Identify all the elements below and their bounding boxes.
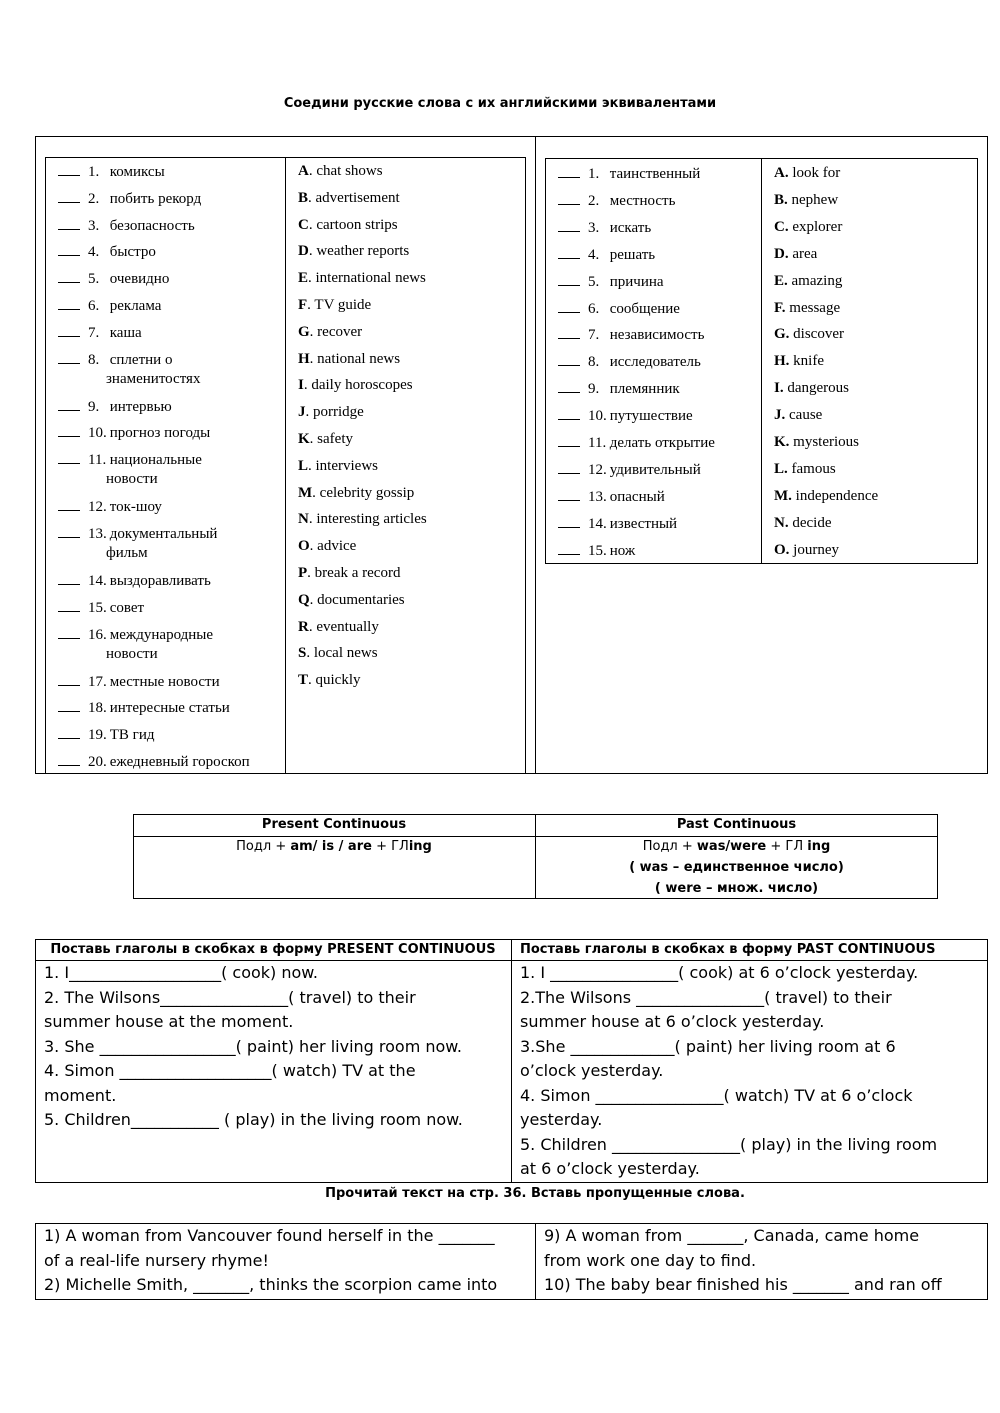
match-item xyxy=(58,496,162,517)
option-letter: A xyxy=(298,163,309,179)
answer-blank[interactable] xyxy=(558,459,580,474)
answer-blank[interactable] xyxy=(58,188,80,203)
match-item xyxy=(558,163,700,184)
item-text-continued: фильм xyxy=(106,545,148,561)
option-text: . safety xyxy=(309,431,353,447)
item-text: международные xyxy=(109,626,214,643)
option-letter: L. xyxy=(774,460,788,477)
item-text: причина xyxy=(609,273,664,290)
option-text: . celebrity gossip xyxy=(312,484,415,501)
item-number: 10. xyxy=(588,408,607,425)
item-number: 7. xyxy=(88,324,100,341)
item-text: национальные xyxy=(109,452,202,469)
item-text: каша xyxy=(109,324,142,341)
option-text: independence xyxy=(795,487,879,504)
answer-blank[interactable] xyxy=(558,324,580,339)
option-item xyxy=(298,161,383,181)
exercise-line: 3.She _____________( paint) her living room at 6 xyxy=(520,1036,896,1056)
item-number: 20. xyxy=(88,754,107,770)
present-exercise-header: Поставь глаголы в скобках в форму PRESENT CONTINUOUS xyxy=(50,942,496,957)
reading-left-body xyxy=(44,1224,532,1298)
option-text: . break a record xyxy=(307,565,401,581)
item-text: исследователь xyxy=(609,354,701,371)
match-item xyxy=(58,724,154,745)
item-text: ток-шоу xyxy=(109,499,162,516)
option-text: dangerous xyxy=(787,380,849,397)
match-item xyxy=(58,349,172,370)
exercise-line: 3. She _________________( paint) her living room now. xyxy=(44,1036,462,1056)
option-text: area xyxy=(792,245,818,262)
item-text: реклама xyxy=(109,298,162,314)
item-text: быстро xyxy=(109,244,156,261)
answer-blank[interactable] xyxy=(58,449,80,464)
present-exercise-body xyxy=(44,961,509,1133)
match-item xyxy=(58,422,210,443)
item-text: местность xyxy=(609,192,676,209)
option-letter: G xyxy=(298,323,310,340)
item-text: выздоравливать xyxy=(109,573,211,589)
option-item xyxy=(298,563,400,583)
option-letter: K. xyxy=(774,434,790,450)
match-item xyxy=(558,190,675,211)
match-item xyxy=(58,597,144,618)
option-letter: H. xyxy=(774,353,790,370)
exercise-line: o’clock yesterday. xyxy=(520,1061,664,1080)
answer-blank[interactable] xyxy=(558,486,580,501)
match-item xyxy=(558,486,665,507)
option-text: message xyxy=(789,299,841,316)
option-text: explorer xyxy=(792,218,843,235)
item-number: 1. xyxy=(88,164,100,180)
option-item xyxy=(774,217,842,237)
exercise-line: 1. I ________________( cook) at 6 o’clock yesterday. xyxy=(520,963,919,982)
item-text: местные новости xyxy=(109,673,220,690)
option-text: . international news xyxy=(308,270,426,287)
item-text: путушествие xyxy=(609,408,693,425)
option-letter: F. xyxy=(774,299,786,316)
option-letter: M xyxy=(298,484,313,501)
reading-line: from work one day to find. xyxy=(544,1250,757,1270)
match-item xyxy=(558,432,715,453)
item-text: побить рекорд xyxy=(109,190,202,207)
option-letter: O xyxy=(298,538,310,555)
answer-blank[interactable] xyxy=(558,217,580,232)
exercise-line: summer house at the moment. xyxy=(44,1012,294,1031)
answer-blank[interactable] xyxy=(58,422,80,437)
option-item xyxy=(298,643,378,663)
option-letter: I. xyxy=(774,380,784,397)
option-letter: N xyxy=(298,511,309,528)
item-number: 17. xyxy=(88,673,107,690)
option-letter: L xyxy=(298,457,309,474)
option-text: famous xyxy=(791,460,836,477)
item-text: прогноз погоды xyxy=(109,425,211,442)
answer-blank[interactable] xyxy=(58,241,80,256)
answer-blank[interactable] xyxy=(58,671,80,686)
option-item xyxy=(298,536,356,556)
item-number: 8. xyxy=(588,354,600,371)
match-item xyxy=(58,697,230,718)
item-text: очевидно xyxy=(109,271,170,288)
item-number: 18. xyxy=(88,700,107,717)
matching-table-2-divider xyxy=(761,158,762,564)
option-item xyxy=(774,298,840,318)
item-number: 6. xyxy=(588,300,600,317)
option-letter: B. xyxy=(774,191,788,208)
match-item xyxy=(558,217,651,238)
reading-line: 2) Michelle Smith, _______, thinks the scorpion came into xyxy=(44,1275,498,1294)
exercise-line: 1. I___________________( cook) now. xyxy=(44,963,318,982)
option-item xyxy=(298,349,400,369)
page-title: Соедини русские слова с их английскими эквивалентами xyxy=(283,96,717,111)
match-item xyxy=(558,513,677,534)
past-note-plural: ( were – множ. число) xyxy=(654,881,819,896)
match-item xyxy=(558,271,664,292)
exercise-line: 5. Children___________ ( play) in the living room now. xyxy=(44,1110,463,1129)
answer-blank[interactable] xyxy=(558,298,580,313)
option-text: cause xyxy=(789,407,823,424)
past-continuous-header: Past Continuous xyxy=(676,817,797,832)
item-number: 4. xyxy=(588,246,600,263)
option-item xyxy=(298,617,379,637)
option-letter: T xyxy=(298,672,309,689)
option-item xyxy=(774,459,836,479)
option-text: . eventually xyxy=(308,618,379,635)
item-text: опасный xyxy=(609,488,665,505)
option-letter: P xyxy=(298,565,308,581)
match-item xyxy=(558,405,693,426)
match-item xyxy=(58,449,202,470)
option-item xyxy=(298,322,362,342)
item-text: нож xyxy=(609,542,636,559)
exercise-line: 5. Children ________________( play) in the living room xyxy=(520,1134,938,1154)
reading-line: 9) A woman from _______, Canada, came home xyxy=(544,1226,920,1245)
reading-line: 10) The baby bear finished his _______ and ran off xyxy=(544,1275,942,1294)
item-text: безопасность xyxy=(109,217,195,234)
formula-ending: ing xyxy=(807,839,831,854)
answer-blank[interactable] xyxy=(58,523,80,538)
option-item xyxy=(298,375,413,395)
answer-blank[interactable] xyxy=(558,378,580,393)
item-number: 12. xyxy=(588,461,607,478)
item-number: 2. xyxy=(88,190,100,207)
match-item xyxy=(58,751,250,772)
exercise-divider xyxy=(511,939,512,1183)
match-item xyxy=(58,241,156,262)
match-item xyxy=(58,161,165,182)
answer-blank[interactable] xyxy=(558,163,580,178)
item-number: 6. xyxy=(88,298,100,314)
exercise-line: yesterday. xyxy=(520,1110,603,1129)
matching-table-1-divider xyxy=(285,157,286,774)
match-item xyxy=(58,624,213,645)
option-letter: O. xyxy=(774,541,790,558)
option-item xyxy=(298,590,405,610)
answer-blank[interactable] xyxy=(58,697,80,712)
match-item xyxy=(58,215,195,236)
answer-blank[interactable] xyxy=(58,215,80,230)
item-number: 8. xyxy=(88,351,100,368)
formula-part: + ГЛ xyxy=(766,839,808,854)
option-text: nephew xyxy=(791,191,839,208)
item-text: сообщение xyxy=(609,300,680,317)
option-letter: N. xyxy=(774,514,789,531)
formula-aux: am/ is / are xyxy=(290,839,372,854)
item-number: 13. xyxy=(88,526,107,542)
reading-line: of a real-life nursery rhyme! xyxy=(44,1250,269,1270)
answer-blank[interactable] xyxy=(58,597,80,612)
answer-blank[interactable] xyxy=(58,724,80,739)
exercise-line: moment. xyxy=(44,1085,117,1105)
option-letter: I xyxy=(298,377,304,394)
formula-aux: was/were xyxy=(696,839,767,854)
option-letter: B xyxy=(298,189,309,206)
option-item xyxy=(298,509,427,529)
reading-right-body xyxy=(544,1224,984,1298)
option-letter: G. xyxy=(774,326,790,343)
option-item xyxy=(298,188,400,208)
item-text: ежедневный гороскоп xyxy=(109,754,250,770)
answer-blank[interactable] xyxy=(558,432,580,447)
option-text: . interesting articles xyxy=(308,511,427,528)
option-item xyxy=(774,432,859,452)
answer-blank[interactable] xyxy=(58,496,80,511)
option-letter: F xyxy=(298,297,308,313)
option-item xyxy=(774,486,878,506)
exercise-line: summer house at 6 o’clock yesterday. xyxy=(520,1012,825,1031)
item-number: 16. xyxy=(88,626,107,643)
item-text: интервью xyxy=(109,398,172,415)
option-item xyxy=(774,324,844,344)
answer-blank[interactable] xyxy=(58,349,80,364)
answer-blank[interactable] xyxy=(558,271,580,286)
option-text: . porridge xyxy=(305,404,364,421)
match-item xyxy=(558,244,655,265)
match-item xyxy=(58,570,211,591)
item-number: 15. xyxy=(588,542,607,559)
option-text: . documentaries xyxy=(309,591,405,608)
item-number: 11. xyxy=(88,452,107,469)
answer-blank[interactable] xyxy=(558,190,580,205)
match-item xyxy=(58,396,172,417)
option-text: discover xyxy=(793,326,844,343)
option-item xyxy=(774,163,840,183)
match-item xyxy=(58,671,220,692)
present-continuous-header: Present Continuous xyxy=(261,817,407,832)
option-item xyxy=(298,483,414,503)
match-item xyxy=(558,324,704,345)
present-formula xyxy=(133,836,535,857)
item-number: 5. xyxy=(588,273,600,290)
option-text: . interviews xyxy=(308,457,378,474)
answer-blank[interactable] xyxy=(58,570,80,585)
exercise-line: at 6 o’clock yesterday. xyxy=(520,1159,700,1178)
option-text: . weather reports xyxy=(308,243,410,260)
option-letter: D. xyxy=(774,245,789,262)
formula-part: Подл + xyxy=(642,839,697,854)
option-text: look for xyxy=(792,165,841,181)
option-letter: S xyxy=(298,645,307,662)
item-number: 1. xyxy=(588,166,600,182)
item-number: 5. xyxy=(88,271,100,288)
item-text: интересные статьи xyxy=(109,700,230,717)
option-item xyxy=(774,405,822,425)
match-item xyxy=(558,459,701,480)
frame-divider xyxy=(535,136,536,774)
option-letter: D xyxy=(298,243,309,260)
item-number: 15. xyxy=(88,599,107,616)
option-item xyxy=(298,215,398,235)
option-item xyxy=(298,268,426,288)
answer-blank[interactable] xyxy=(558,513,580,528)
formula-part: + ГЛ xyxy=(371,839,409,854)
answer-blank[interactable] xyxy=(58,268,80,283)
option-item xyxy=(774,540,839,560)
item-number: 11. xyxy=(588,435,607,451)
option-text: . chat shows xyxy=(308,163,383,179)
item-text: племянник xyxy=(609,381,680,398)
option-text: . TV guide xyxy=(307,297,372,313)
option-item xyxy=(298,241,409,261)
past-formula-line xyxy=(535,836,938,857)
option-text: . advertisement xyxy=(308,189,400,206)
option-text: . daily horoscopes xyxy=(303,377,413,394)
past-exercise-body xyxy=(520,961,985,1182)
past-note-singular: ( was – единственное число) xyxy=(629,860,844,875)
option-text: . recover xyxy=(309,323,363,340)
answer-blank[interactable] xyxy=(58,322,80,337)
item-text: таинственный xyxy=(609,166,701,182)
match-item xyxy=(58,188,201,209)
formula-ending: ing xyxy=(408,839,432,854)
item-number: 9. xyxy=(88,398,100,415)
option-letter: J xyxy=(298,404,306,421)
option-letter: E xyxy=(298,270,309,287)
match-item xyxy=(58,268,169,289)
option-item xyxy=(298,295,371,315)
answer-blank[interactable] xyxy=(558,540,580,555)
option-letter: K xyxy=(298,431,310,447)
item-number: 3. xyxy=(88,217,100,234)
exercise-line: 4. Simon ________________( watch) TV at 6 o’clock xyxy=(520,1085,913,1105)
option-text: . quickly xyxy=(308,672,361,689)
reading-line: 1) A woman from Vancouver found herself in the _______ xyxy=(44,1226,495,1245)
item-text-continued: знаменитостях xyxy=(106,370,201,387)
item-text: совет xyxy=(109,599,145,616)
reading-instruction: Прочитай текст на стр. 36. Вставь пропущенные слова. xyxy=(325,1186,745,1201)
option-letter: M. xyxy=(774,487,792,504)
match-item xyxy=(558,378,680,399)
option-letter: J. xyxy=(774,407,786,424)
item-text: сплетни о xyxy=(109,351,173,368)
match-item xyxy=(558,351,701,372)
option-text: knife xyxy=(793,353,824,370)
option-item xyxy=(774,244,817,264)
item-number: 2. xyxy=(588,192,600,209)
answer-blank[interactable] xyxy=(58,396,80,411)
answer-blank[interactable] xyxy=(558,244,580,259)
answer-blank[interactable] xyxy=(58,624,80,639)
exercise-line: 2.The Wilsons ________________( travel) to their xyxy=(520,987,892,1007)
exercise-line: 2. The Wilsons________________( travel) to their xyxy=(44,987,416,1007)
option-letter: R xyxy=(298,618,309,635)
item-number: 4. xyxy=(88,244,100,261)
item-text: документальный xyxy=(109,526,218,542)
option-text: . local news xyxy=(306,645,378,662)
option-item xyxy=(298,429,353,449)
item-number: 3. xyxy=(588,219,600,236)
item-text: делать открытие xyxy=(609,435,715,451)
item-text-continued: новости xyxy=(106,471,158,488)
item-text: удивительный xyxy=(609,461,701,478)
option-item xyxy=(774,271,842,291)
option-letter: A. xyxy=(774,165,789,181)
past-exercise-header: Поставь глаголы в скобках в форму PAST CONTINUOUS xyxy=(520,942,936,957)
past-formula xyxy=(535,836,938,899)
item-number: 14. xyxy=(88,573,107,589)
answer-blank[interactable] xyxy=(58,161,80,176)
option-text: mysterious xyxy=(793,434,860,450)
answer-blank[interactable] xyxy=(558,405,580,420)
option-letter: C. xyxy=(774,218,789,235)
answer-blank[interactable] xyxy=(558,351,580,366)
option-item xyxy=(774,190,838,210)
item-text: комиксы xyxy=(109,164,165,180)
item-number: 10. xyxy=(88,425,107,442)
option-item xyxy=(298,670,361,690)
option-item xyxy=(774,513,831,533)
option-text: journey xyxy=(793,541,839,558)
option-text: . national news xyxy=(309,350,401,367)
answer-blank[interactable] xyxy=(58,751,80,766)
item-text: известный xyxy=(609,515,678,532)
formula-part: Подл + xyxy=(236,839,291,854)
option-item xyxy=(774,378,849,398)
option-text: . cartoon strips xyxy=(308,216,398,233)
match-item xyxy=(58,322,142,343)
answer-blank[interactable] xyxy=(58,295,80,310)
item-number: 19. xyxy=(88,727,107,744)
item-number: 12. xyxy=(88,499,107,516)
item-text: ТВ гид xyxy=(109,727,155,744)
item-text: искать xyxy=(609,219,652,236)
option-letter: E. xyxy=(774,272,788,289)
item-text: решать xyxy=(609,246,656,263)
item-number: 9. xyxy=(588,381,600,398)
exercise-line: 4. Simon ___________________( watch) TV at the xyxy=(44,1061,416,1080)
option-text: amazing xyxy=(791,272,843,289)
item-number: 7. xyxy=(588,327,600,344)
option-item xyxy=(298,402,364,422)
item-number: 13. xyxy=(588,488,607,505)
match-item xyxy=(558,540,635,561)
match-item xyxy=(58,295,161,316)
option-letter: C xyxy=(298,216,309,233)
option-text: . advice xyxy=(309,538,357,555)
item-text: независимость xyxy=(609,327,705,344)
item-number: 14. xyxy=(588,515,607,532)
option-item xyxy=(774,351,824,371)
match-item xyxy=(58,523,217,544)
option-text: decide xyxy=(792,514,832,531)
item-text-continued: новости xyxy=(106,645,158,662)
option-item xyxy=(298,456,378,476)
option-letter: H xyxy=(298,350,310,367)
reading-divider xyxy=(535,1223,536,1300)
match-item xyxy=(558,298,680,319)
option-letter: Q xyxy=(298,591,310,608)
